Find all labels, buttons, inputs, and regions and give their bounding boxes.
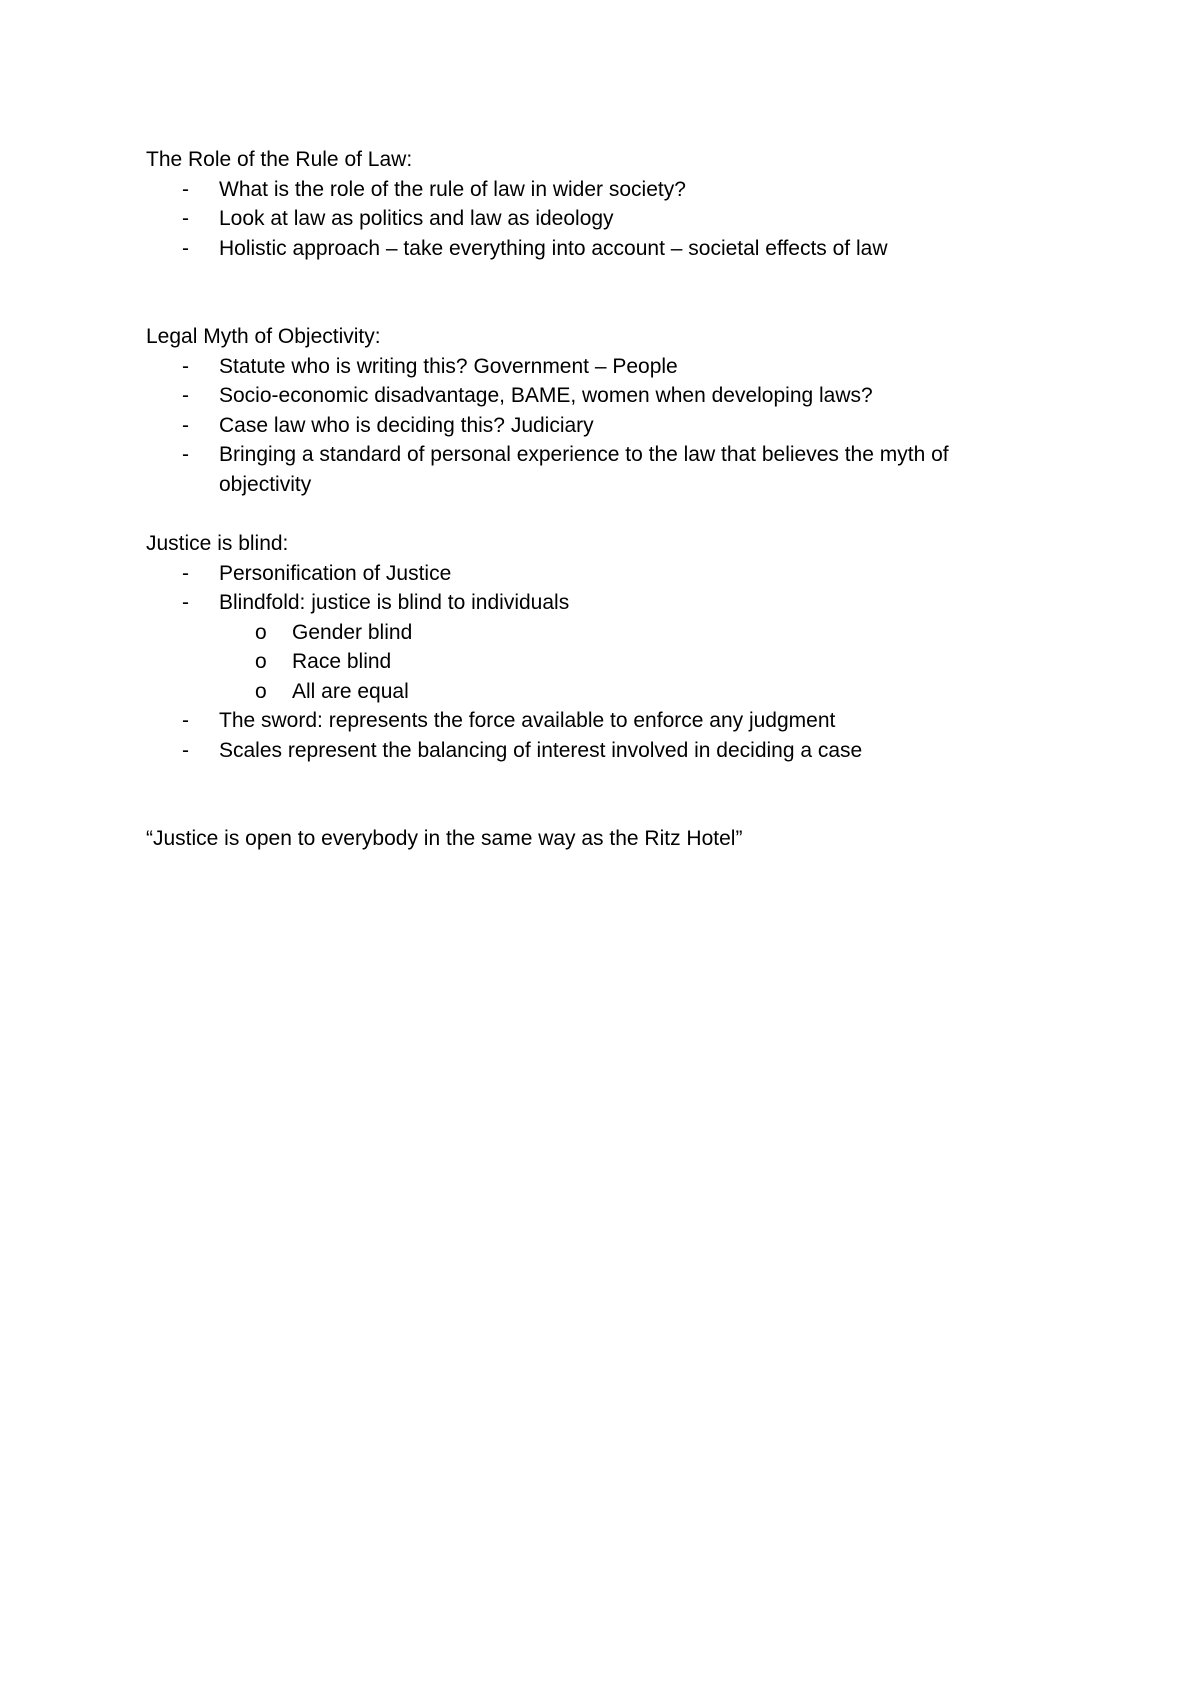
sub-list-item <box>219 647 1046 677</box>
list-item <box>146 381 1046 411</box>
spacer <box>146 765 1046 824</box>
dash-bullet: - <box>182 443 189 466</box>
dash-bullet: - <box>182 413 189 437</box>
circle-bullet: o <box>255 679 267 703</box>
section-justice-is-blind <box>146 529 1046 765</box>
bullet-list <box>146 352 1046 500</box>
dash-bullet: - <box>182 738 189 762</box>
section-heading: Legal Myth of Objectivity: <box>146 325 381 348</box>
list-item-text: Look at law as politics and law as ideology <box>219 207 614 230</box>
sub-list-item-text: All are equal <box>292 679 409 703</box>
bullet-list <box>146 175 1046 264</box>
spacer <box>146 499 1046 529</box>
list-item <box>146 352 1046 382</box>
circle-bullet: o <box>255 650 267 673</box>
list-item-text: Blindfold: justice is blind to individuals <box>219 591 570 614</box>
document-page <box>146 145 1046 854</box>
list-item <box>146 440 1046 499</box>
section-legal-myth-of-objectivity <box>146 322 1046 499</box>
list-item-text: Bringing a standard of personal experience to the law that believes the myth of objectivity <box>219 443 949 496</box>
list-item <box>146 204 1046 234</box>
list-item-text: Scales represent the balancing of interest involved in deciding a case <box>219 738 863 762</box>
list-item <box>146 411 1046 441</box>
list-item <box>146 175 1046 205</box>
sub-list-item-text: Race blind <box>292 650 392 673</box>
dash-bullet: - <box>182 207 189 230</box>
list-item-text: Personification of Justice <box>219 561 452 585</box>
sub-list-item <box>219 677 1046 707</box>
list-item-text: Case law who is deciding this? Judiciary <box>219 413 594 437</box>
section-heading: The Role of the Rule of Law: <box>146 148 413 171</box>
dash-bullet: - <box>182 709 189 732</box>
list-item <box>146 736 1046 766</box>
section-heading: Justice is blind: <box>146 532 289 555</box>
dash-bullet: - <box>182 561 189 585</box>
list-item-text: What is the role of the rule of law in wider society? <box>219 177 686 201</box>
dash-bullet: - <box>182 236 189 260</box>
sub-list-item <box>219 618 1046 648</box>
circle-bullet: o <box>255 620 267 644</box>
sub-bullet-list <box>219 618 1046 707</box>
list-item <box>146 559 1046 589</box>
list-item <box>146 588 1046 706</box>
sub-list-item-text: Gender blind <box>292 620 413 644</box>
spacer <box>146 263 1046 322</box>
dash-bullet: - <box>182 354 189 378</box>
list-item-text: Statute who is writing this? Government – People <box>219 354 678 378</box>
list-item-text: Socio-economic disadvantage, BAME, women when developing laws? <box>219 384 873 407</box>
section-role-of-rule-of-law <box>146 145 1046 263</box>
dash-bullet: - <box>182 591 189 614</box>
dash-bullet: - <box>182 384 189 407</box>
dash-bullet: - <box>182 177 189 201</box>
list-item-text: Holistic approach – take everything into account – societal effects of law <box>219 236 888 260</box>
list-item-text: The sword: represents the force available to enforce any judgment <box>219 709 836 732</box>
list-item <box>146 234 1046 264</box>
closing-quote: “Justice is open to everybody in the same way as the Ritz Hotel” <box>146 827 743 850</box>
list-item <box>146 706 1046 736</box>
bullet-list <box>146 559 1046 766</box>
